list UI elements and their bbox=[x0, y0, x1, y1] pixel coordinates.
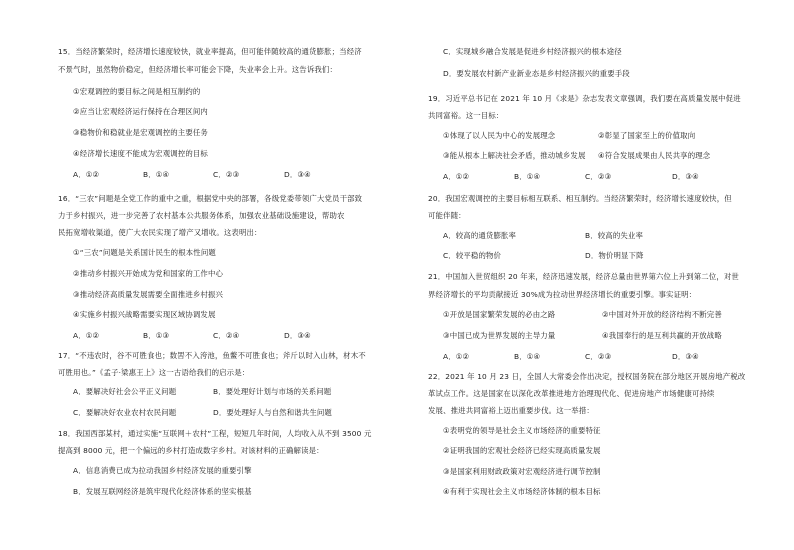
q20-stem-line-2: 可能伴随： bbox=[428, 211, 466, 220]
q22-statement-4: ④有利于实现社会主义市场经济体制的根本目标 bbox=[443, 487, 601, 496]
q19-statement-4: ④符合发展成果由人民共享的理念 bbox=[598, 151, 711, 160]
q21-stem-line-1: 21．中国加入世贸组织 20 年来，经济迅速发展，经济总量由世界第六位上升到第二位，对世 bbox=[428, 272, 739, 281]
q18-option-a: A．信息消费已成为拉动我国乡村经济发展的重要引擎 bbox=[73, 466, 252, 475]
q20-option-c: C．较平稳的物价 bbox=[443, 251, 502, 260]
q22-stem-line-2: 革试点工作。这是国家在以深化改革推进地方治理现代化、促进房地产市场健康可持续 bbox=[428, 389, 715, 398]
q22-statement-1: ①表明党的领导是社会主义市场经济的重要特征 bbox=[443, 426, 601, 435]
q21-option-d: D．③④ bbox=[672, 352, 699, 361]
q15-statement-1: ①宏观调控的要目标之间是相互制约的 bbox=[73, 87, 201, 96]
q19-option-b: B．①④ bbox=[514, 172, 541, 181]
q16-option-c: C．②④ bbox=[213, 331, 240, 340]
q15-statement-2: ②应当让宏观经济运行保持在合理区间内 bbox=[73, 107, 208, 116]
q16-statement-4: ④实施乡村振兴战略需要实现区域协调发展 bbox=[73, 310, 216, 319]
q17-option-b: B．要处理好计划与市场的关系问题 bbox=[213, 387, 332, 396]
q17-stem-line-1: 17．“不违农时，谷不可胜食也；数罟不入洿池，鱼鳖不可胜食也；斧斤以时入山林，材木不 bbox=[58, 351, 366, 360]
q17-stem-line-2: 可胜用也。”《孟子·梁惠王上》这一古语给我们的启示是： bbox=[58, 368, 250, 377]
q21-option-c: C．②③ bbox=[585, 352, 612, 361]
q20-option-d: D．物价明显下降 bbox=[585, 251, 644, 260]
q16-stem-line-3: 民拓宽增收渠道，使广大农民实现了增产又增收。这表明出： bbox=[58, 228, 262, 237]
q15-stem-line-2: 不景气时，虽然物价稳定，但经济增长率可能会下降，失业率会上升。这告诉我们： bbox=[58, 65, 338, 74]
q21-statement-2: ②中国对外开放的经济结构不断完善 bbox=[602, 310, 722, 319]
q15-option-c: C．②③ bbox=[213, 170, 240, 179]
q16-stem-line-1: 16．“三农”问题是全党工作的重中之重，根据党中央的部署，各级党委带领广大党员干部致 bbox=[58, 194, 363, 203]
q21-option-b: B．①④ bbox=[514, 352, 541, 361]
q16-statement-1: ①“三农”问题是关系国计民生的根本性问题 bbox=[73, 248, 216, 257]
q20-stem-line-1: 20．我国宏观调控的主要目标相互联系、相互制约。当经济繁荣时，经济增长速度较快，但 bbox=[428, 194, 732, 203]
q19-stem-line-1: 19．习近平总书记在 2021 年 10 月《求是》杂志发表文章强调，我们要在高质量发展中促进 bbox=[428, 94, 741, 103]
q18-option-d: D．要发展农村新产业新业态是乡村经济振兴的重要手段 bbox=[443, 69, 630, 78]
q21-stem-line-2: 界经济增长的平均贡献接近 30%成为拉动世界经济增长的重要引擎。事实证明： bbox=[428, 290, 697, 299]
q21-option-a: A．①② bbox=[443, 352, 470, 361]
q15-statement-3: ③稳物价和稳就业是宏观调控的主要任务 bbox=[73, 128, 208, 137]
q15-stem-line-1: 15．当经济繁荣时，经济增长速度较快，就业率提高，但可能伴随较高的通货膨胀；当经济 bbox=[58, 47, 362, 56]
q18-option-b: B．发展互联网经济是筑牢现代化经济体系的坚实根基 bbox=[73, 487, 252, 496]
q16-option-a: A．①② bbox=[73, 331, 100, 340]
q19-statement-2: ②彰显了国家至上的价值取向 bbox=[598, 131, 696, 140]
q22-statement-2: ②证明我国的宏观社会经济已经实现高质量发展 bbox=[443, 446, 601, 455]
q18-option-c: C．实现城乡融合发展是促进乡村经济振兴的根本途径 bbox=[443, 47, 622, 56]
q16-option-d: D．③④ bbox=[284, 331, 311, 340]
q17-option-a: A．要解决好社会公平正义问题 bbox=[73, 387, 177, 396]
q19-option-d: D．③④ bbox=[672, 172, 699, 181]
q21-statement-3: ③中国已成为世界发展的主导力量 bbox=[443, 331, 556, 340]
q21-statement-1: ①开放是国家繁荣发展的必由之路 bbox=[443, 310, 556, 319]
q20-option-b: B．较高的失业率 bbox=[585, 231, 644, 240]
q22-statement-3: ③是国家利用财政政策对宏观经济进行调节控制 bbox=[443, 467, 601, 476]
q18-stem-line-2: 提高到 8000 元，把一个偏远的乡村打造成数字乡村。对该材料的正确解读是： bbox=[58, 446, 324, 455]
q16-stem-line-2: 力于乡村振兴，进一步完善了农村基本公共服务体系，加强农业基础设施建设，帮助农 bbox=[58, 211, 345, 220]
q15-statement-4: ④经济增长速度不能成为宏观调控的目标 bbox=[73, 149, 208, 158]
q18-stem-line-1: 18．我国西部某村，通过实施“互联网＋农村”工程，短短几年时间，人均收入从不到 3500 元 bbox=[58, 429, 372, 438]
q21-statement-4: ④我国奉行的是互利共赢的开放战略 bbox=[602, 331, 722, 340]
q20-option-a: A．较高的通货膨胀率 bbox=[443, 231, 517, 240]
q16-statement-3: ③推动经济高质量发展需要全面推进乡村振兴 bbox=[73, 290, 224, 299]
q19-option-a: A．①② bbox=[443, 172, 470, 181]
q22-stem-line-1: 22．2021 年 10 月 23 日，全国人大常委会作出决定，授权国务院在部分地区开展房地产税改 bbox=[428, 372, 746, 381]
q19-statement-1: ①体现了以人民为中心的发展理念 bbox=[443, 131, 556, 140]
q15-option-d: D．③④ bbox=[284, 170, 311, 179]
q16-option-b: B．①③ bbox=[143, 331, 170, 340]
q19-stem-line-2: 共同富裕。这一目标： bbox=[428, 111, 504, 120]
q15-option-a: A．①② bbox=[73, 170, 100, 179]
q15-option-b: B．①④ bbox=[143, 170, 170, 179]
q17-option-c: C．要解决好农业农村农民问题 bbox=[73, 408, 177, 417]
q17-option-d: D．要处理好人与自然和谐共生问题 bbox=[213, 408, 332, 417]
q19-statement-3: ③能从根本上解决社会矛盾，推动城乡发展 bbox=[443, 151, 586, 160]
q16-statement-2: ②推动乡村振兴开始成为党和国家的工作中心 bbox=[73, 269, 224, 278]
q22-stem-line-3: 发展、推进共同富裕上迈出重要步伐。这一举措： bbox=[428, 406, 594, 415]
q19-option-c: C．②③ bbox=[585, 172, 612, 181]
